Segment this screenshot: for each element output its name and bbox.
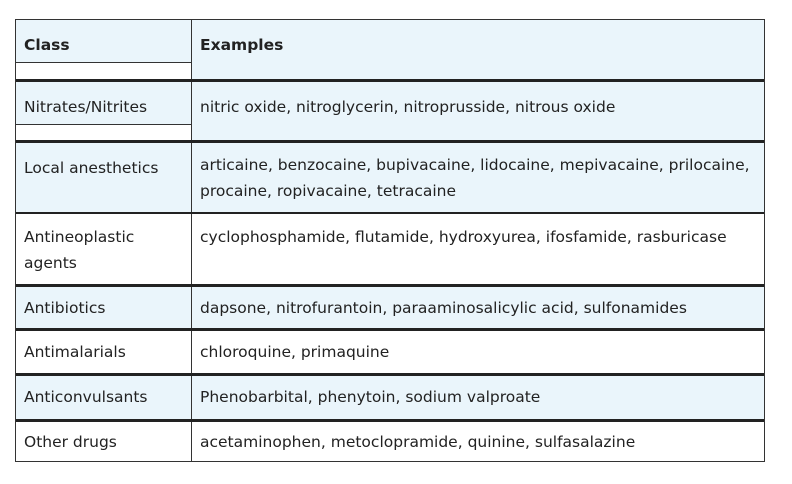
table-row xyxy=(16,284,764,328)
class-cell xyxy=(16,331,192,373)
class-cell xyxy=(16,214,192,284)
examples-cell xyxy=(192,143,764,212)
header-class-label: Class xyxy=(24,36,70,54)
cell-lower-band xyxy=(16,63,191,79)
class-label: Anticonvulsants xyxy=(24,388,148,406)
examples-cell xyxy=(192,422,764,461)
examples-text: cyclophosphamide, flutamide, hydroxyurea, ifosfamide, rasburicase xyxy=(200,228,727,246)
examples-text: dapsone, nitrofurantoin, paraaminosalicylic acid, sulfonamides xyxy=(200,299,687,317)
table-row xyxy=(16,79,764,140)
table-row xyxy=(16,328,764,373)
class-label: Antimalarials xyxy=(24,343,126,361)
examples-text: Phenobarbital, phenytoin, sodium valproate xyxy=(200,388,541,406)
class-cell xyxy=(16,287,192,328)
class-cell xyxy=(16,376,192,419)
header-examples-label: Examples xyxy=(200,36,284,54)
header-examples-cell xyxy=(192,20,764,79)
examples-cell xyxy=(192,214,764,284)
examples-text: nitric oxide, nitroglycerin, nitroprusside, nitrous oxide xyxy=(200,98,616,116)
class-label: Local anesthetics xyxy=(24,159,159,177)
table-row xyxy=(16,373,764,419)
class-label: Other drugs xyxy=(24,433,117,451)
examples-cell xyxy=(192,376,764,419)
table-row xyxy=(16,212,764,284)
table-header-row xyxy=(16,20,764,79)
class-cell xyxy=(16,143,192,212)
drug-class-table xyxy=(15,19,765,462)
table-row xyxy=(16,419,764,461)
table-row xyxy=(16,140,764,212)
class-label: Nitrates/Nitrites xyxy=(24,98,148,116)
examples-cell xyxy=(192,331,764,373)
class-label: Antibiotics xyxy=(24,299,106,317)
examples-text: articaine, benzocaine, bupivacaine, lidocaine, mepivacaine, prilocaine, procaine, ropivacaine, tetracaine xyxy=(200,156,750,200)
class-label: Antineoplastic agents xyxy=(24,228,135,272)
examples-text: chloroquine, primaquine xyxy=(200,343,390,361)
class-cell xyxy=(16,422,192,461)
cell-lower-band xyxy=(16,125,191,140)
class-cell xyxy=(16,82,192,140)
header-class-cell xyxy=(16,20,192,79)
examples-text: acetaminophen, metoclopramide, quinine, sulfasalazine xyxy=(200,433,636,451)
examples-cell xyxy=(192,82,764,140)
examples-cell xyxy=(192,287,764,328)
